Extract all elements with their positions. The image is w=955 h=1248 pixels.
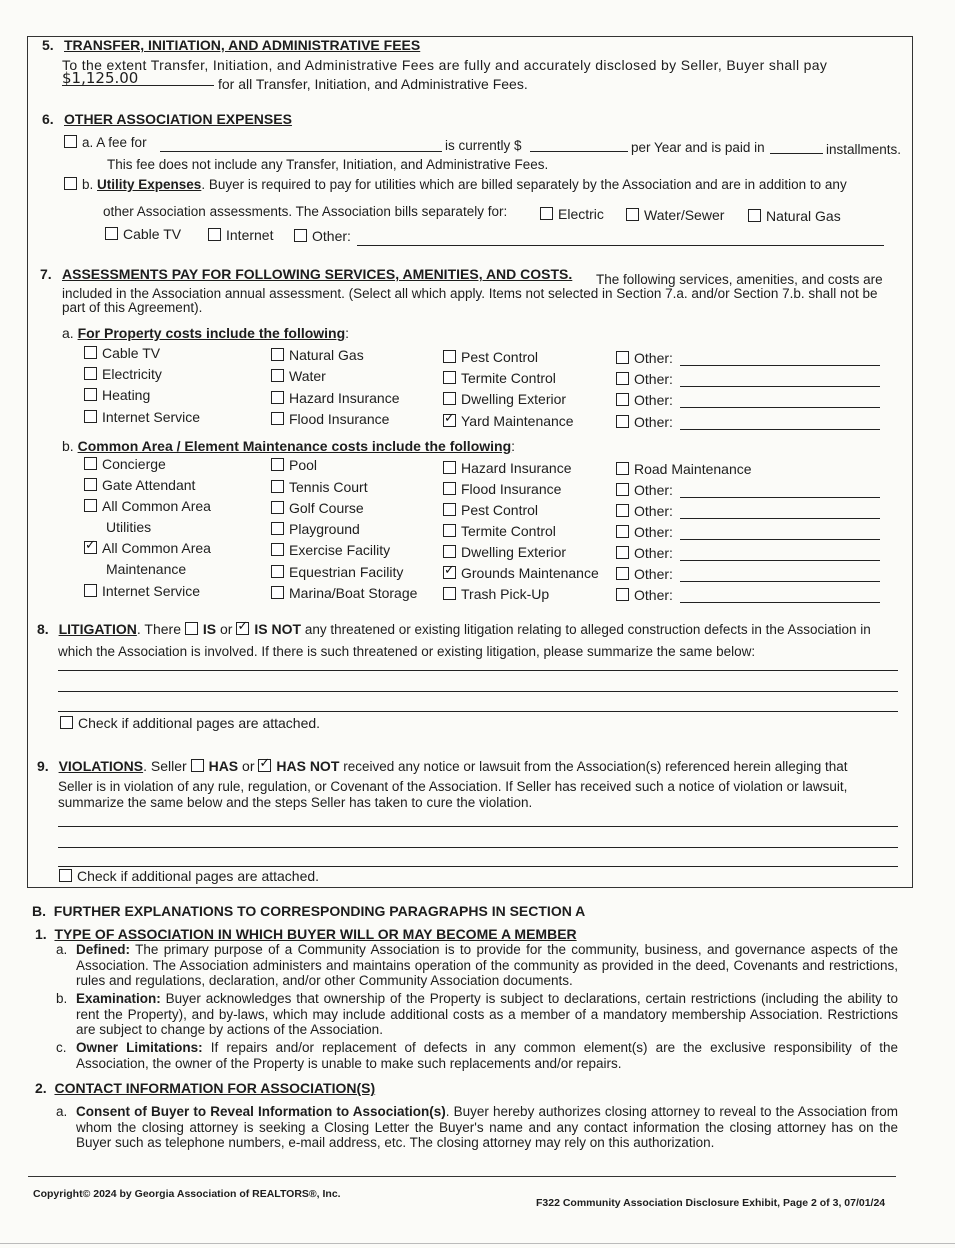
- s7b-item: [271, 521, 360, 537]
- s7b-item: [271, 479, 368, 495]
- s6-electric-checkbox[interactable]: [540, 207, 553, 220]
- s7b-checkbox[interactable]: [271, 480, 284, 493]
- s7b-item: [443, 523, 556, 539]
- s7a-item: [271, 411, 389, 427]
- s7a-other-checkbox[interactable]: [616, 372, 629, 385]
- secB-a-text: The primary purpose of a Community Association is to provide for the community, business, and governance aspects of the Association. The Association administers and maintains operation of the community as provided in the deed, Covenants and restrictions, rules and regulations, declaration, and/or other Community Association documents.: [76, 942, 898, 988]
- s7-b-label: b.: [62, 438, 74, 454]
- s9-text1: . Seller: [143, 758, 187, 774]
- s7b-item: [443, 460, 572, 476]
- s6-a-checkbox[interactable]: [64, 135, 77, 148]
- s8-title: LITIGATION: [58, 621, 137, 637]
- s7a-label: Water: [289, 368, 326, 384]
- s7b-other: [616, 482, 673, 498]
- s9-number: 9.: [37, 758, 49, 774]
- s7a-checkbox[interactable]: [84, 410, 97, 423]
- s7b-checkbox[interactable]: [84, 584, 97, 597]
- s7a-item: [84, 366, 162, 382]
- s6-b-text2: other Association assessments. The Association bills separately for:: [103, 204, 508, 219]
- s7a-other-checkbox[interactable]: [616, 415, 629, 428]
- s7b-item: [84, 456, 166, 472]
- s7b-item: [443, 481, 561, 497]
- s7b-other-line[interactable]: [680, 560, 880, 561]
- s6-b-row: [64, 177, 847, 192]
- s7a-label: Flood Insurance: [289, 411, 390, 427]
- s7b-checkbox[interactable]: [443, 503, 456, 516]
- s7b-item: [271, 500, 364, 516]
- s9-text4: summarize the same below and the steps Seller has taken to cure the violation.: [58, 795, 533, 810]
- secB-b-para: [76, 991, 898, 1038]
- s7b-common-maint-checkbox-checked[interactable]: [84, 541, 97, 554]
- s7a-checkbox[interactable]: [443, 371, 456, 384]
- s6-cable-label: Cable TV: [123, 226, 182, 242]
- s8-summary-line[interactable]: [58, 691, 898, 692]
- s7a-label: Hazard Insurance: [289, 390, 400, 406]
- s7b-checkbox[interactable]: [271, 565, 284, 578]
- s7b-label: Concierge: [102, 456, 166, 472]
- s7b-road-checkbox[interactable]: [616, 462, 629, 475]
- s7-b-title: Common Area / Element Maintenance costs include the following: [77, 438, 512, 454]
- footer-form-id: F322 Community Association Disclosure Exhibit, Page 2 of 3, 07/01/24: [536, 1197, 886, 1209]
- secB-item2-number: 2.: [35, 1080, 47, 1096]
- s6-number: 6.: [42, 111, 54, 127]
- s6-title: OTHER ASSOCIATION EXPENSES: [64, 111, 292, 127]
- s7b-grounds-checkbox-checked[interactable]: [443, 566, 456, 579]
- s7b-checkbox[interactable]: [443, 524, 456, 537]
- s8-attached-checkbox[interactable]: [60, 716, 73, 729]
- s7b-label: All Common Area: [102, 498, 211, 514]
- s9-title: VIOLATIONS: [58, 758, 144, 774]
- s6-a-fee-line[interactable]: [160, 151, 442, 152]
- s7-intro2: included in the Association annual assessment. (Select all which apply. Items not selected in Section 7.a. and/or Section 7.b. shall not be: [62, 286, 878, 301]
- s7b-label: Internet Service: [102, 583, 201, 599]
- s7b-other-checkbox[interactable]: [616, 483, 629, 496]
- s7a-other-label: Other:: [634, 371, 673, 387]
- s6-other-line[interactable]: [357, 245, 884, 246]
- s7b-checkbox[interactable]: [271, 501, 284, 514]
- s7a-label: Cable TV: [102, 345, 161, 361]
- s6-gas-option: [748, 208, 841, 224]
- s7b-checkbox[interactable]: [443, 545, 456, 558]
- s7b-label: Grounds Maintenance: [461, 565, 599, 581]
- s7b-label-cont: Utilities: [106, 519, 152, 535]
- s7-intro3: part of this Agreement).: [62, 300, 203, 315]
- s7b-label: Marina/Boat Storage: [289, 585, 418, 601]
- s6-other-option: [294, 228, 351, 244]
- s7b-other-label: Other:: [634, 503, 673, 519]
- s7a-item: [443, 370, 556, 386]
- s6-a-text1: A fee for: [96, 135, 147, 150]
- s9-text3: Seller is in violation of any rule, regulation, or Covenant of the Association. If Seller has received such a notice of violation or lawsuit,: [58, 779, 848, 794]
- s7b-other-line[interactable]: [680, 581, 880, 582]
- secB-label: B.: [32, 903, 46, 919]
- s7b-other-checkbox[interactable]: [616, 525, 629, 538]
- s5-title: TRANSFER, INITIATION, AND ADMINISTRATIVE FEES: [64, 37, 421, 53]
- s7a-checkbox[interactable]: [443, 350, 456, 363]
- s9-or: or: [242, 758, 255, 774]
- s7b-item: [443, 544, 566, 560]
- secB-a-para: [76, 942, 898, 989]
- s7b-other-line[interactable]: [680, 518, 880, 519]
- s7a-yard-checkbox-checked[interactable]: [443, 414, 456, 427]
- s6-internet-label: Internet: [226, 227, 274, 243]
- s6-cable-option: [105, 226, 181, 242]
- s5-number: 5.: [42, 37, 54, 53]
- s7-number: 7.: [40, 266, 52, 282]
- secB-d-text: . Buyer hereby authorizes closing attorney to reveal to the Association from whom the closing attorney is seeking a Closing Letter the Buyer's name and any contact information the closing attorney has on the Buyer such as telephone numbers, e-mail address, etc. The closing attorney may rely on this authorization.: [76, 1104, 898, 1150]
- s7a-item-yard: [443, 413, 574, 429]
- secB-c-para: [76, 1040, 898, 1071]
- s7a-label: Electricity: [102, 366, 162, 382]
- s7a-checkbox[interactable]: [84, 388, 97, 401]
- s8-is-not-label: IS NOT: [254, 621, 302, 637]
- s7b-label: Hazard Insurance: [461, 460, 572, 476]
- s9-has-not-checkbox-checked[interactable]: [258, 759, 271, 772]
- s7-intro1: The following services, amenities, and costs are: [596, 272, 883, 287]
- s7b-other-label: Other:: [634, 566, 673, 582]
- s6-water-option: [626, 207, 724, 223]
- secB-title: FURTHER EXPLANATIONS TO CORRESPONDING PARAGRAPHS IN SECTION A: [53, 903, 586, 919]
- s7a-item: [443, 349, 538, 365]
- s8-summary-line[interactable]: [58, 711, 898, 712]
- s7b-other-line[interactable]: [680, 602, 880, 603]
- s7b-label: Equestrian Facility: [289, 564, 404, 580]
- s7a-other: [616, 371, 673, 387]
- s9-text2: received any notice or lawsuit from the Association(s) referenced herein alleging that: [343, 759, 848, 774]
- s7a-label: Termite Control: [461, 370, 556, 386]
- s9-check-row: [59, 868, 319, 884]
- s7a-checkbox[interactable]: [271, 348, 284, 361]
- s8-text1: . There: [136, 621, 181, 637]
- s7b-label: Termite Control: [461, 523, 556, 539]
- s6-b-text: . Buyer is required to pay for utilities which are billed separately by the Association and are in addition to any: [201, 177, 847, 192]
- s7a-other-line[interactable]: [680, 386, 880, 387]
- s7b-checkbox[interactable]: [271, 586, 284, 599]
- s7b-item: [84, 477, 195, 493]
- s7b-item: [443, 586, 549, 602]
- s6-electric-option: [540, 206, 604, 222]
- s7b-other-label: Other:: [634, 545, 673, 561]
- s7b-other: [616, 587, 673, 603]
- secB-c-head: Owner Limitations:: [76, 1040, 203, 1055]
- s7b-checkbox[interactable]: [443, 587, 456, 600]
- s6-b-title: Utility Expenses: [97, 177, 202, 192]
- s7a-label: Internet Service: [102, 409, 201, 425]
- s7b-checkbox[interactable]: [443, 482, 456, 495]
- s7b-item: [271, 542, 390, 558]
- secB-heading: [32, 903, 585, 919]
- s8-attached-label: Check if additional pages are attached.: [78, 715, 321, 731]
- secB-item1-number: 1.: [35, 926, 47, 942]
- s5-line2: for all Transfer, Initiation, and Administrative Fees.: [218, 76, 528, 92]
- s7a-checkbox[interactable]: [84, 346, 97, 359]
- s7b-other-label: Other:: [634, 524, 673, 540]
- s6-cable-checkbox[interactable]: [105, 227, 118, 240]
- s7b-other-checkbox[interactable]: [616, 504, 629, 517]
- s7b-label: Tennis Court: [289, 479, 368, 495]
- s7a-item: [271, 347, 364, 363]
- s8-text3: which the Association is involved. If there is such threatened or existing litigation, please summarize the same below:: [58, 644, 756, 659]
- s7b-other: [616, 524, 673, 540]
- s7a-checkbox[interactable]: [84, 367, 97, 380]
- s7a-other-label: Other:: [634, 350, 673, 366]
- s7b-label: Pool: [289, 457, 318, 473]
- s8-or: or: [220, 621, 233, 637]
- s7a-checkbox[interactable]: [271, 412, 284, 425]
- s7b-checkbox[interactable]: [84, 457, 97, 470]
- s7-title: ASSESSMENTS PAY FOR FOLLOWING SERVICES, AMENITIES, AND COSTS.: [62, 266, 573, 282]
- s7a-other-line[interactable]: [680, 365, 880, 366]
- s8-text2: any threatened or existing litigation relating to alleged construction defects in the Association in: [304, 622, 871, 637]
- s7a-other: [616, 350, 673, 366]
- secB-item2-heading: [35, 1080, 375, 1096]
- secB-item2-title: CONTACT INFORMATION FOR ASSOCIATION(S): [54, 1080, 376, 1096]
- footer-copyright: Copyright© 2024 by Georgia Association of REALTORS®, Inc.: [33, 1188, 341, 1200]
- s7b-item-grounds: [443, 565, 599, 581]
- s6-a-text2: is currently $: [445, 138, 522, 153]
- s7b-other: [616, 566, 673, 582]
- s7a-other-label: Other:: [634, 414, 673, 430]
- s7b-other: [616, 545, 673, 561]
- secB-d-head: Consent of Buyer to Reveal Information to Association(s): [76, 1104, 446, 1119]
- s6-a-amount-line[interactable]: [530, 151, 628, 152]
- s7b-label: All Common Area: [102, 540, 211, 556]
- s9-summary-line[interactable]: [58, 847, 898, 848]
- secB-c-text: If repairs and/or replacement of defects in any common element(s) are the exclusive responsibility of the Association, the owner of the Property is unable to make such replacements and/or repairs.: [76, 1040, 898, 1071]
- page-edge: [0, 1243, 955, 1244]
- s7a-label: Heating: [102, 387, 151, 403]
- s7-b-heading: b. Common Area / Element Maintenance costs include the following:: [62, 438, 516, 454]
- s7b-label: Exercise Facility: [289, 542, 391, 558]
- s7a-other: [616, 414, 673, 430]
- s6-a-installments-line[interactable]: [770, 153, 823, 154]
- s7b-item: [443, 502, 538, 518]
- s7b-item: [271, 457, 317, 473]
- s7a-other-label: Other:: [634, 392, 673, 408]
- s9-line1: [37, 758, 848, 774]
- s7b-checkbox[interactable]: [443, 461, 456, 474]
- s7b-label: Flood Insurance: [461, 481, 562, 497]
- s7a-item: [84, 345, 160, 361]
- s7a-label: Dwelling Exterior: [461, 391, 567, 407]
- s8-line1: [37, 621, 871, 637]
- s7b-checkbox[interactable]: [84, 499, 97, 512]
- s7a-other-checkbox[interactable]: [616, 351, 629, 364]
- s8-summary-line[interactable]: [58, 670, 898, 671]
- s7a-item: [84, 409, 200, 425]
- s5-line1: To the extent Transfer, Initiation, and Administrative Fees are fully and accurately disclosed by Seller, Buyer shall pay: [62, 57, 828, 73]
- s7a-checkbox[interactable]: [271, 391, 284, 404]
- s8-check-row: [60, 715, 320, 731]
- footer-rule: [28, 1176, 896, 1177]
- secB-item1-title: TYPE OF ASSOCIATION IN WHICH BUYER WILL OR MAY BECOME A MEMBER: [54, 926, 577, 942]
- s7b-other-line[interactable]: [680, 539, 880, 540]
- s6-gas-label: Natural Gas: [766, 208, 841, 224]
- s8-is-checkbox[interactable]: [185, 622, 198, 635]
- s7a-item: [84, 387, 150, 403]
- s6-a-label: a.: [82, 135, 94, 150]
- s6-internet-checkbox[interactable]: [208, 228, 221, 241]
- s7a-other-line[interactable]: [680, 407, 880, 408]
- s9-summary-line[interactable]: [58, 866, 898, 867]
- s7b-label-cont: Maintenance: [106, 561, 187, 577]
- s7b-other-checkbox[interactable]: [616, 588, 629, 601]
- s7b-item-road: [616, 461, 752, 477]
- s5-amount-field: [62, 69, 214, 86]
- secB-item1-heading: [35, 926, 577, 942]
- s7b-label: Pest Control: [461, 502, 539, 518]
- secB-d-label: a.: [56, 1104, 68, 1119]
- s7b-label: Trash Pick-Up: [461, 586, 550, 602]
- s7b-label: Golf Course: [289, 500, 364, 516]
- s7b-item: [84, 583, 200, 599]
- s9-has-label: HAS: [208, 758, 239, 774]
- secB-b-head: Examination:: [76, 991, 161, 1006]
- s9-attached-checkbox[interactable]: [59, 869, 72, 882]
- s7b-label: Gate Attendant: [102, 477, 196, 493]
- secB-d-para: [76, 1104, 898, 1151]
- s7a-checkbox[interactable]: [443, 392, 456, 405]
- secB-a-label: a.: [56, 942, 68, 957]
- s7b-other-label: Other:: [634, 482, 673, 498]
- s7a-checkbox[interactable]: [271, 369, 284, 382]
- s7a-item: [443, 391, 566, 407]
- s6-other-label: Other:: [312, 228, 351, 244]
- s7a-other-checkbox[interactable]: [616, 393, 629, 406]
- s8-number: 8.: [37, 621, 49, 637]
- s7b-checkbox[interactable]: [271, 522, 284, 535]
- s7b-other-line[interactable]: [680, 497, 880, 498]
- s9-has-not-label: HAS NOT: [276, 758, 340, 774]
- s6-b-label: b.: [82, 177, 94, 192]
- s7b-other-checkbox[interactable]: [616, 567, 629, 580]
- s6-a-row: [64, 135, 147, 150]
- s6-water-checkbox[interactable]: [626, 208, 639, 221]
- s6-b-checkbox[interactable]: [64, 177, 77, 190]
- s7-a-heading: a. For Property costs include the following:: [62, 325, 350, 341]
- s6-gas-checkbox[interactable]: [748, 209, 761, 222]
- s7a-other: [616, 392, 673, 408]
- s7b-other-checkbox[interactable]: [616, 546, 629, 559]
- s9-attached-label: Check if additional pages are attached.: [77, 868, 320, 884]
- s9-has-checkbox[interactable]: [191, 759, 204, 772]
- s7-a-title: For Property costs include the following: [77, 325, 346, 341]
- s7b-label: Dwelling Exterior: [461, 544, 567, 560]
- s6-internet-option: [208, 227, 273, 243]
- secB-a-head: Defined:: [76, 942, 130, 957]
- s7-a-label: a.: [62, 325, 74, 341]
- s6-a-text4: installments.: [826, 142, 902, 157]
- s7b-item: [84, 498, 211, 514]
- s6-other-checkbox[interactable]: [294, 229, 307, 242]
- s7b-item: [271, 585, 417, 601]
- s7a-label: Pest Control: [461, 349, 539, 365]
- s6-electric-label: Electric: [558, 206, 604, 222]
- s6-a-note: This fee does not include any Transfer, Initiation, and Administrative Fees.: [107, 157, 549, 172]
- s6-water-label: Water/Sewer: [644, 207, 725, 223]
- s7a-item: [271, 368, 326, 384]
- secB-b-label: b.: [56, 991, 68, 1006]
- s7a-item: [271, 390, 400, 406]
- s5-amount: $1,125.00: [62, 69, 139, 87]
- s7b-label: Road Maintenance: [634, 461, 752, 477]
- s7b-checkbox[interactable]: [84, 478, 97, 491]
- s7b-other: [616, 503, 673, 519]
- s7a-label: Yard Maintenance: [461, 413, 574, 429]
- s8-is-not-checkbox-checked[interactable]: [236, 622, 249, 635]
- s7b-item: [271, 564, 403, 580]
- s9-summary-line[interactable]: [58, 826, 898, 827]
- s7b-item-common-maint: [84, 540, 211, 556]
- s8-is-label: IS: [202, 621, 217, 637]
- s7b-label: Playground: [289, 521, 360, 537]
- secB-c-label: c.: [56, 1040, 67, 1055]
- s7b-other-label: Other:: [634, 587, 673, 603]
- s7b-checkbox[interactable]: [271, 543, 284, 556]
- secB-b-text: Buyer acknowledges that ownership of the Property is subject to declarations, certain restrictions (including the ability to rent the Property), and by-laws, which may include additional costs as a member of a mandatory membership Association. Restrictions are subject to change by actions of the Association.: [76, 991, 898, 1037]
- s7b-checkbox[interactable]: [271, 458, 284, 471]
- s7a-label: Natural Gas: [289, 347, 364, 363]
- s6-a-text3: per Year and is paid in: [631, 140, 765, 155]
- s7a-other-line[interactable]: [680, 429, 880, 430]
